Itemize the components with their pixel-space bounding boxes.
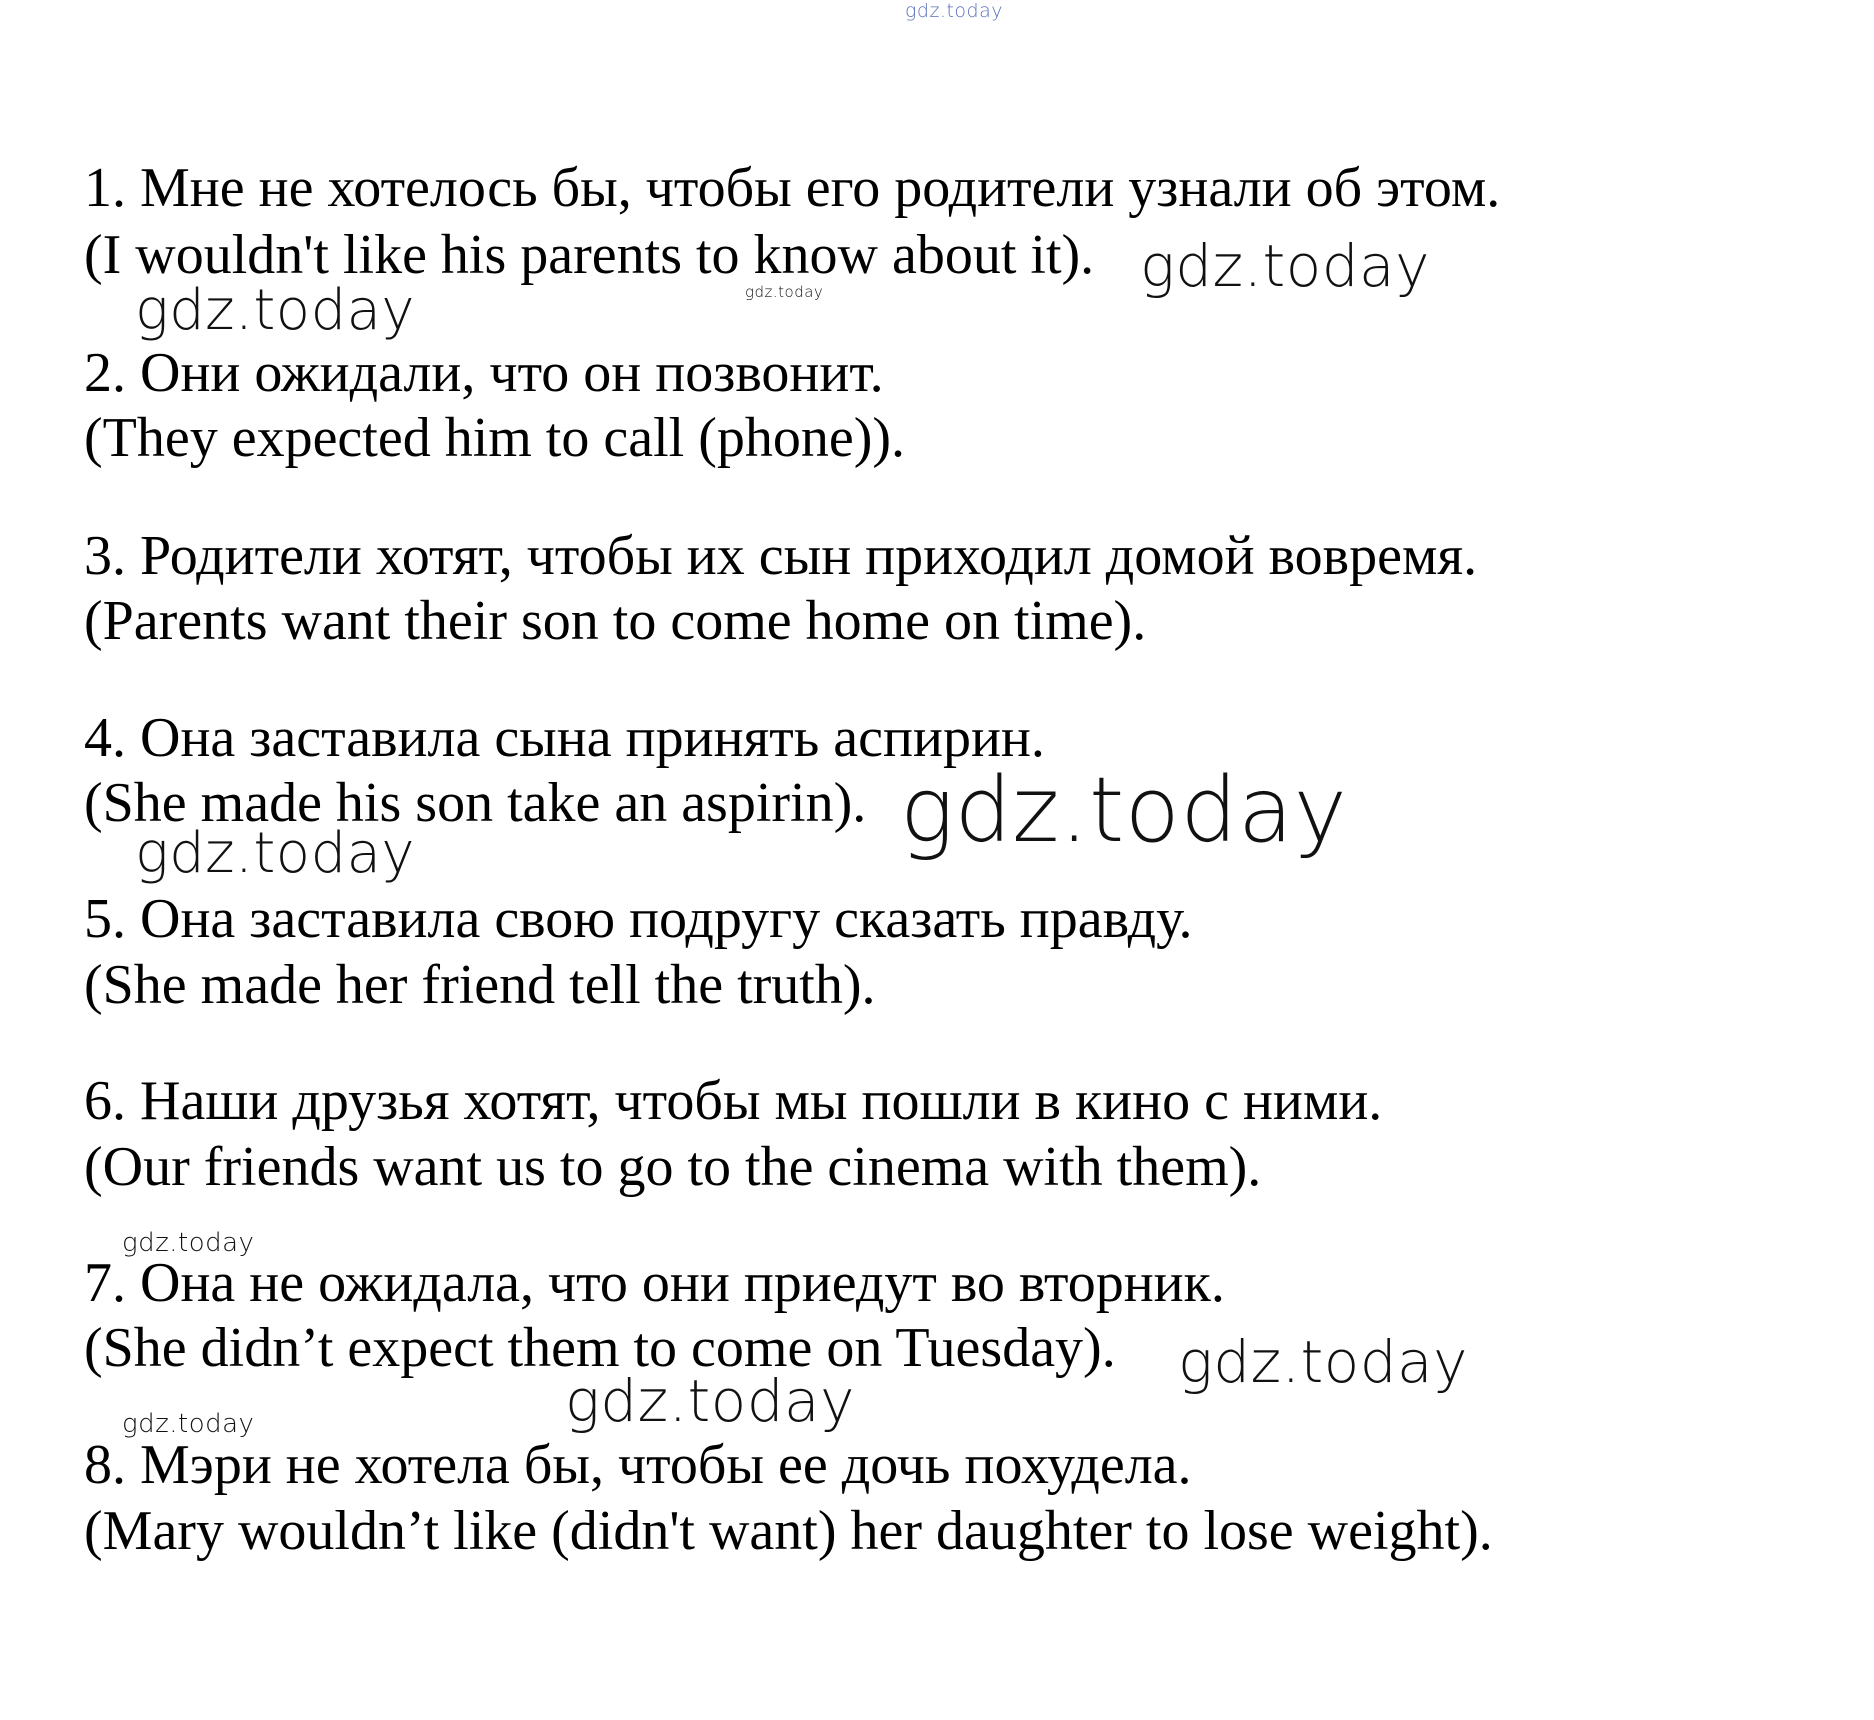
watermark: gdz.today [135, 821, 416, 886]
item-6-russian: 6. Наши друзья хотят, чтобы мы пошли в кино с ними. [84, 1070, 1383, 1132]
item-7-english: (She didn’t expect them to come on Tuesday). [84, 1317, 1116, 1379]
watermark: gdz.today [565, 1367, 855, 1435]
watermark: gdz.today [122, 1409, 255, 1439]
item-4-russian: 4. Она заставила сына принять аспирин. [84, 707, 1045, 769]
item-5-russian: 5. Она заставила свою подругу сказать правду. [84, 888, 1193, 950]
item-8-russian: 8. Мэри не хотела бы, чтобы ее дочь похудела. [84, 1434, 1192, 1496]
item-4-english: (She made his son take an aspirin). [84, 772, 867, 834]
watermark: gdz.today [1140, 232, 1430, 300]
watermark: gdz.today [135, 278, 416, 343]
item-3-russian: 3. Родители хотят, чтобы их сын приходил домой вовремя. [84, 525, 1478, 587]
watermark: gdz.today [1178, 1328, 1468, 1396]
item-2-russian: 2. Они ожидали, что он позвонит. [84, 342, 884, 404]
watermark: gdz.today [900, 758, 1348, 863]
item-3-english: (Parents want their son to come home on time). [84, 590, 1147, 652]
item-1-english: (I wouldn't like his parents to know about it). [84, 224, 1095, 286]
watermark: gdz.today [745, 283, 824, 301]
item-1-russian: 1. Мне не хотелось бы, чтобы его родители узнали об этом. [84, 157, 1501, 219]
item-7-russian: 7. Она не ожидала, что они приедут во вторник. [84, 1252, 1225, 1314]
item-8-english: (Mary wouldn’t like (didn't want) her daughter to lose weight). [84, 1500, 1493, 1562]
item-6-english: (Our friends want us to go to the cinema with them). [84, 1136, 1262, 1198]
watermark-top: gdz.today [905, 0, 1003, 22]
item-2-english: (They expected him to call (phone)). [84, 407, 905, 469]
watermark: gdz.today [122, 1228, 255, 1258]
item-5-english: (She made her friend tell the truth). [84, 954, 876, 1016]
